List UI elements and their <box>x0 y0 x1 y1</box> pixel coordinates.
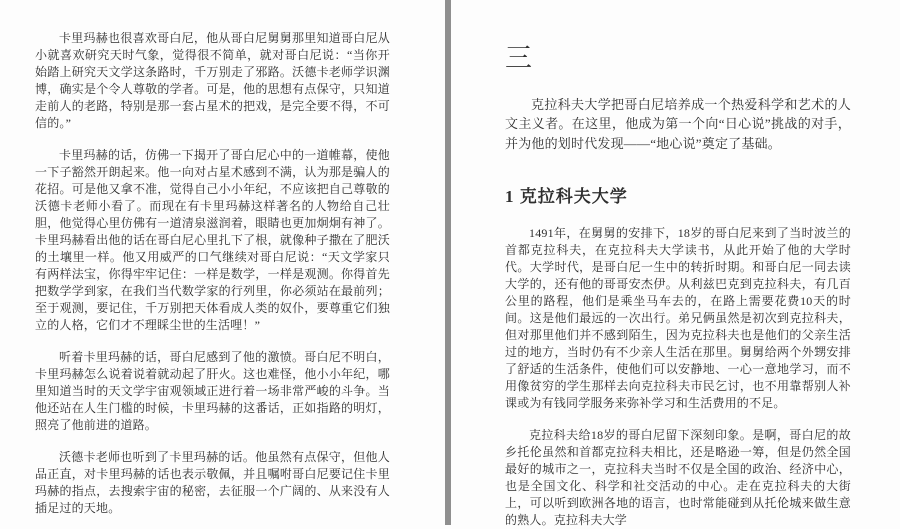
paragraph: 卡里玛赫也很喜欢哥白尼，他从哥白尼舅舅那里知道哥白尼从小就喜欢研究天时气象，觉得很不简单，就对哥白尼说：“当你开始踏上研究天文学这条路时，千万别走了邪路。沃德卡老师学识渊博，确实是个令人尊敬的学者。可是，他的思想有点保守，只知道走前人的老路，特别是那一套占星术的把戏，是完全要不得，不可信的。” <box>35 31 390 130</box>
paragraph: 沃德卡老师也听到了卡里玛赫的话。他虽然有点保守，但他人品正直，对卡里玛赫的话也表示敬佩，并且嘱咐哥白尼要记住卡里玛赫的指点，去搜索宇宙的秘密，去征服一个广阔的、从来没有人插足过的天地。 <box>35 450 390 515</box>
paragraph: 听着卡里玛赫的话，哥白尼感到了他的激愤。哥白尼不明白，卡里玛赫怎么说着说着就动起了肝火。这也难怪，他小小年纪，哪里知道当时的天文学宇宙观领域正进行着一场非常严峻的斗争。当他还站在人生门槛的时候，卡里玛赫的这番话，正如指路的明灯，照亮了他前进的道路。 <box>35 350 390 432</box>
paragraph: 克拉科夫给18岁的哥白尼留下深刻印象。是啊，哥白尼的故乡托伦虽然和首都克拉科夫相比，还是略逊一筹，但是仍然全国最好的城市之一，克拉科夫当时不仅是全国的政治、经济中心，也是全国文化、科学和社交活动的中心。走在克拉科夫的大街上，可以听到欧洲各地的语言，也时常能碰到从托伦城来做生意的熟人。克拉科夫大学 <box>505 428 851 528</box>
right-page-text <box>505 225 851 529</box>
left-page-text <box>35 30 390 517</box>
paragraph: 卡里玛赫的话，仿佛一下揭开了哥白尼心中的一道帷幕，使他一下子豁然开朗起来。他一向对占星术感到不满，认为那是骗人的花招。可是他又拿不准，觉得自己小小年纪，不应该把自己尊敬的沃德卡老师小看了。而现在有卡里玛赫这样著名的人物给自己壮胆，他觉得心里仿佛有一道清泉滋润着，眼睛也更加炯炯有神了。卡里玛赫看出他的话在哥白尼心里扎下了根，就像种子撒在了肥沃的土壤里一样。他又用威严的口气继续对哥白尼说：“天文学家只有两样法宝，你得牢牢记住：一样是数学，一样是观测。你得首先把数学学到家，在我们当代数学家的行列里，你必须站在最前列；至于观测，要记住，千万别把天体看成人类的奴仆，要尊重它们独立的人格，它们才不理睬尘世的生活哩！” <box>35 148 390 332</box>
right-page <box>451 0 900 528</box>
paragraph: 1491年，在舅舅的安排下，18岁的哥白尼来到了当时波兰的首都克拉科夫，在克拉科夫大学读书，从此开始了他的大学时代。大学时代，是哥白尼一生中的转折时期。和哥白尼一同去读大学的，还有他的哥哥安杰伊。从利兹巴克到克拉科夫，有几百公里的路程，他们是乘坐马车去的，在路上需要花费10天的时间。这是他们最远的一次出行。弟兄俩虽然是初次到克拉科夫，但对那里他们并不感到陌生，因为克拉科夫也是他们的父亲生活过的地方，当时仍有不少亲人生活在那里。舅舅给两个外甥安排了舒适的生活条件，使他们可以安静地、一心一意地学习，而不用像贫穷的学生那样去向克拉科夫市民乞讨，也不用靠帮别人补课或为有钱同学服务来弥补学习和生活费用的不足。 <box>505 226 851 411</box>
chapter-intro: 克拉科夫大学把哥白尼培养成一个热爱科学和艺术的人文主义者。在这里，他成为第一个向“日心说”挑战的对手，并为他的划时代发现——“地心说”奠定了基础。 <box>505 96 851 151</box>
chapter-number-heading: 三 <box>505 43 532 73</box>
section-heading: 1 克拉科夫大学 <box>505 187 628 207</box>
left-page <box>0 0 445 525</box>
